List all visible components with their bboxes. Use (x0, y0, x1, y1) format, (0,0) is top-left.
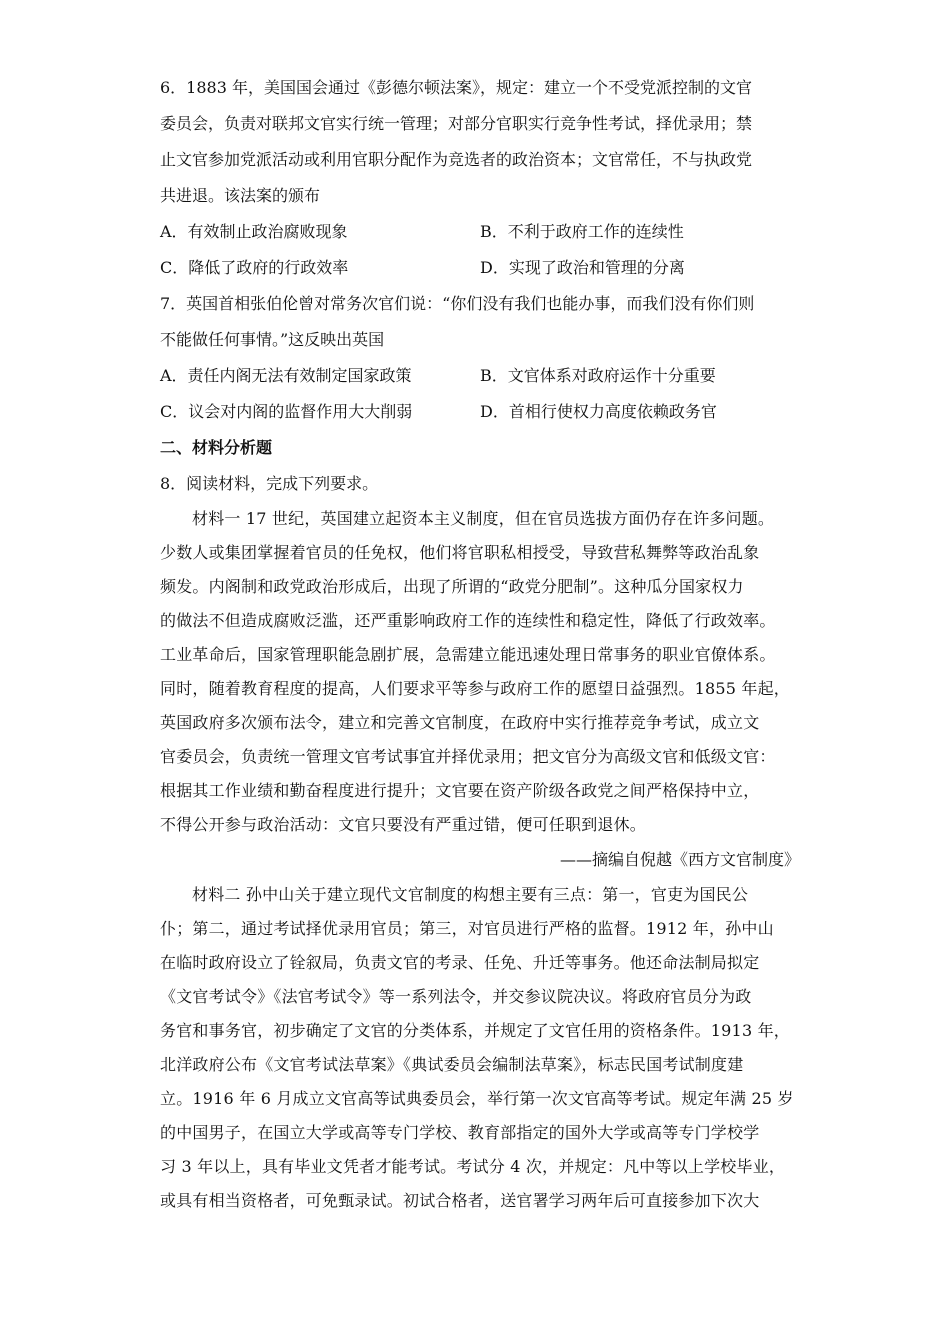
material-line: 工业革命后，国家管理职能急剧扩展，急需建立能迅速处理日常事务的职业官僚体系。 (160, 645, 776, 664)
option-d: D．首相行使权力高度依赖政务官 (480, 402, 717, 421)
material-one (160, 502, 800, 878)
option-d: D．实现了政治和管理的分离 (480, 258, 685, 277)
material-line: 同时，随着教育程度的提高，人们要求平等参与政府工作的愿望日益强烈。1855 年起， (160, 679, 791, 698)
material-two (160, 878, 800, 1218)
question-7-stem-line: 不能做任何事情。”这反映出英国 (160, 330, 385, 349)
question-6-stem-line: 6．1883 年，美国国会通过《彭德尔顿法案》，规定：建立一个不受党派控制的文官 (160, 78, 752, 97)
material-line: 不得公开参与政治活动：文官只要没有严重过错，便可任职到退休。 (160, 815, 647, 834)
material-line: 材料一 17 世纪，英国建立起资本主义制度，但在官员选拔方面仍存在许多问题。 (192, 509, 775, 528)
material-line: 的做法不但造成腐败泛滥，还严重影响政府工作的连续性和稳定性，降低了行政效率。 (160, 611, 776, 630)
material-line: 或具有相当资格者，可免甄录试。初试合格者，送官署学习两年后可直接参加下次大 (160, 1191, 760, 1210)
question-6-options-row (160, 250, 800, 286)
question-6-options-row (160, 214, 800, 250)
material-line: 《文官考试令》《法官考试令》等一系列法令，并交参议院决议。将政府官员分为政 (160, 987, 752, 1006)
material-line: 根据其工作业绩和勤奋程度进行提升；文官要在资产阶级各政党之间严格保持中立， (160, 781, 760, 800)
question-8-intro: 8．阅读材料，完成下列要求。 (160, 474, 379, 493)
material-line: 材料二 孙中山关于建立现代文官制度的构想主要有三点：第一，官吏为国民公 (192, 885, 749, 904)
question-6 (160, 70, 800, 286)
material-line: 英国政府多次颁布法令，建立和完善文官制度，在政府中实行推荐竞争考试，成立文 (160, 713, 760, 732)
question-6-stem-line: 共进退。该法案的颁布 (160, 186, 321, 205)
question-7-stem-line: 7．英国首相张伯伦曾对常务次官们说：“你们没有我们也能办事，而我们没有你们则 (160, 294, 755, 313)
material-line: 的中国男子，在国立大学或高等专门学校、教育部指定的国外大学或高等专门学校学 (160, 1123, 760, 1142)
material-line: 立。1916 年 6 月成立文官高等试典委员会，举行第一次文官高等考试。规定年满 25 岁 (160, 1089, 794, 1108)
material-line: 务官和事务官，初步确定了文官的分类体系，并规定了文官任用的资格条件。1913 年， (160, 1021, 791, 1040)
question-7-options-row (160, 358, 800, 394)
material-line: 仆；第二，通过考试择优录用官员；第三，对官员进行严格的监督。1912 年，孙中山 (160, 919, 774, 938)
section-heading: 二、材料分析题 (160, 438, 273, 457)
material-line: 在临时政府设立了铨叙局，负责文官的考录、任免、升迁等事务。他还命法制局拟定 (160, 953, 760, 972)
material-line: 官委员会，负责统一管理文官考试事宜并择优录用；把文官分为高级文官和低级文官： (160, 747, 776, 766)
option-c: C．议会对内阁的监督作用大大削弱 (160, 402, 413, 421)
question-8 (160, 466, 800, 1218)
option-b: B．不利于政府工作的连续性 (480, 222, 684, 241)
material-line: 北洋政府公布《文官考试法草案》《典试委员会编制法草案》，标志民国考试制度建 (160, 1055, 744, 1074)
material-line: 少数人或集团掌握着官员的任免权，他们将官职私相授受，导致营私舞弊等政治乱象 (160, 543, 760, 562)
question-6-stem-line: 止文官参加党派活动或利用官职分配作为竞选者的政治资本；文官常任，不与执政党 (160, 150, 753, 169)
option-b: B．文官体系对政府运作十分重要 (480, 366, 716, 385)
material-line: 频发。内阁制和政党政治形成后，出现了所谓的“政党分肥制”。这种瓜分国家权力 (160, 577, 744, 596)
question-7-options-row (160, 394, 800, 430)
question-7 (160, 286, 800, 430)
material-line: 习 3 年以上，具有毕业文凭者才能考试。考试分 4 次，并规定：凡中等以上学校毕业， (160, 1157, 786, 1176)
material-source: ——摘编自倪越《西方文官制度》 (559, 850, 800, 869)
option-c: C．降低了政府的行政效率 (160, 258, 349, 277)
option-a: A．有效制止政治腐败现象 (160, 222, 348, 241)
option-a: A．责任内阁无法有效制定国家政策 (160, 366, 412, 385)
document-page (160, 70, 800, 1218)
question-6-stem-line: 委员会，负责对联邦文官实行统一管理；对部分官职实行竞争性考试，择优录用；禁 (160, 114, 753, 133)
